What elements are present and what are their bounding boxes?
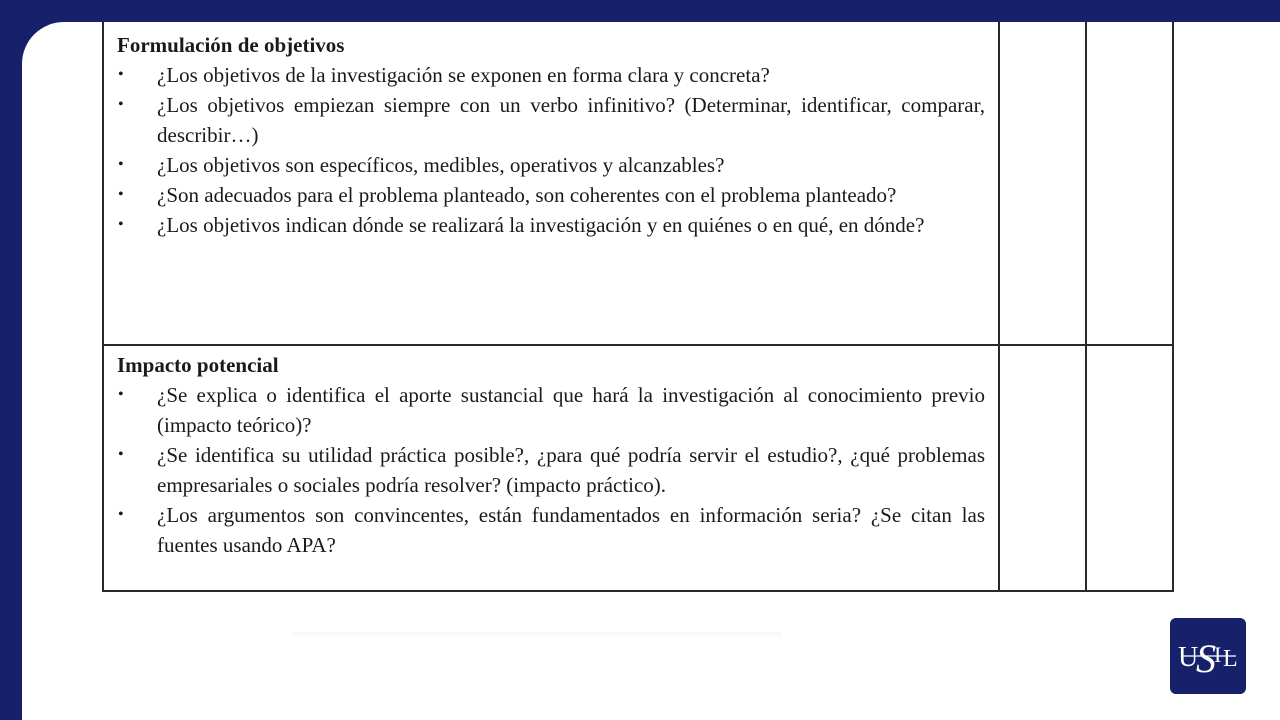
item-text: ¿Son adecuados para el problema planteado, son coherentes con el problema planteado? [157, 183, 897, 207]
list-item [117, 90, 985, 150]
score-cell[interactable] [999, 345, 1086, 591]
svg-text:I: I [1214, 642, 1222, 667]
item-text: ¿Los argumentos son convincentes, están fundamentados en información seria? ¿Se citan las fuentes usando APA? [157, 503, 985, 557]
svg-text:L: L [1223, 646, 1238, 672]
list-item [117, 380, 985, 440]
bullet-icon: • [118, 96, 124, 113]
observation-cell[interactable] [1086, 22, 1173, 345]
bullet-icon: • [118, 446, 124, 463]
observation-cell[interactable] [1086, 345, 1173, 591]
list-item [117, 500, 985, 560]
usil-logo [1170, 618, 1246, 694]
bullet-icon: • [118, 386, 124, 403]
criteria-cell [103, 22, 999, 345]
bullet-icon: • [118, 66, 124, 83]
item-text: ¿Los objetivos de la investigación se exponen en forma clara y concreta? [157, 63, 770, 87]
bullet-icon: • [118, 216, 124, 233]
item-text: ¿Los objetivos son específicos, medibles, operativos y alcanzables? [157, 153, 725, 177]
usil-logo-icon [1170, 618, 1246, 694]
list-item [117, 210, 985, 240]
list-item [117, 180, 985, 210]
item-text: ¿Se identifica su utilidad práctica posible?, ¿para qué podría servir el estudio?, ¿qué problemas empresariales o sociales podría resolver? (impacto práctico). [157, 443, 985, 497]
bullet-icon: • [118, 186, 124, 203]
score-cell[interactable] [999, 22, 1086, 345]
section-title: Formulación de objetivos [117, 33, 345, 57]
slide-content [22, 22, 1280, 720]
table-row [103, 345, 1173, 591]
criteria-list [117, 380, 985, 560]
criteria-list [117, 60, 985, 240]
list-item [117, 60, 985, 90]
item-text: ¿Se explica o identifica el aporte sustancial que hará la investigación al conocimiento previo (impacto teórico)? [157, 383, 985, 437]
bullet-icon: • [118, 506, 124, 523]
svg-text:U: U [1178, 642, 1199, 673]
table-row [103, 22, 1173, 345]
svg-text:S: S [1196, 636, 1216, 681]
section-title: Impacto potencial [117, 353, 279, 377]
item-text: ¿Los objetivos indican dónde se realizará la investigación y en quiénes o en qué, en dónde? [157, 213, 925, 237]
list-item [117, 440, 985, 500]
criteria-cell [103, 345, 999, 591]
scan-shadow [292, 632, 782, 638]
list-item [117, 150, 985, 180]
bullet-icon: • [118, 156, 124, 173]
evaluation-table [102, 22, 1174, 592]
item-text: ¿Los objetivos empiezan siempre con un verbo infinitivo? (Determinar, identificar, comparar, describir…) [157, 93, 985, 147]
